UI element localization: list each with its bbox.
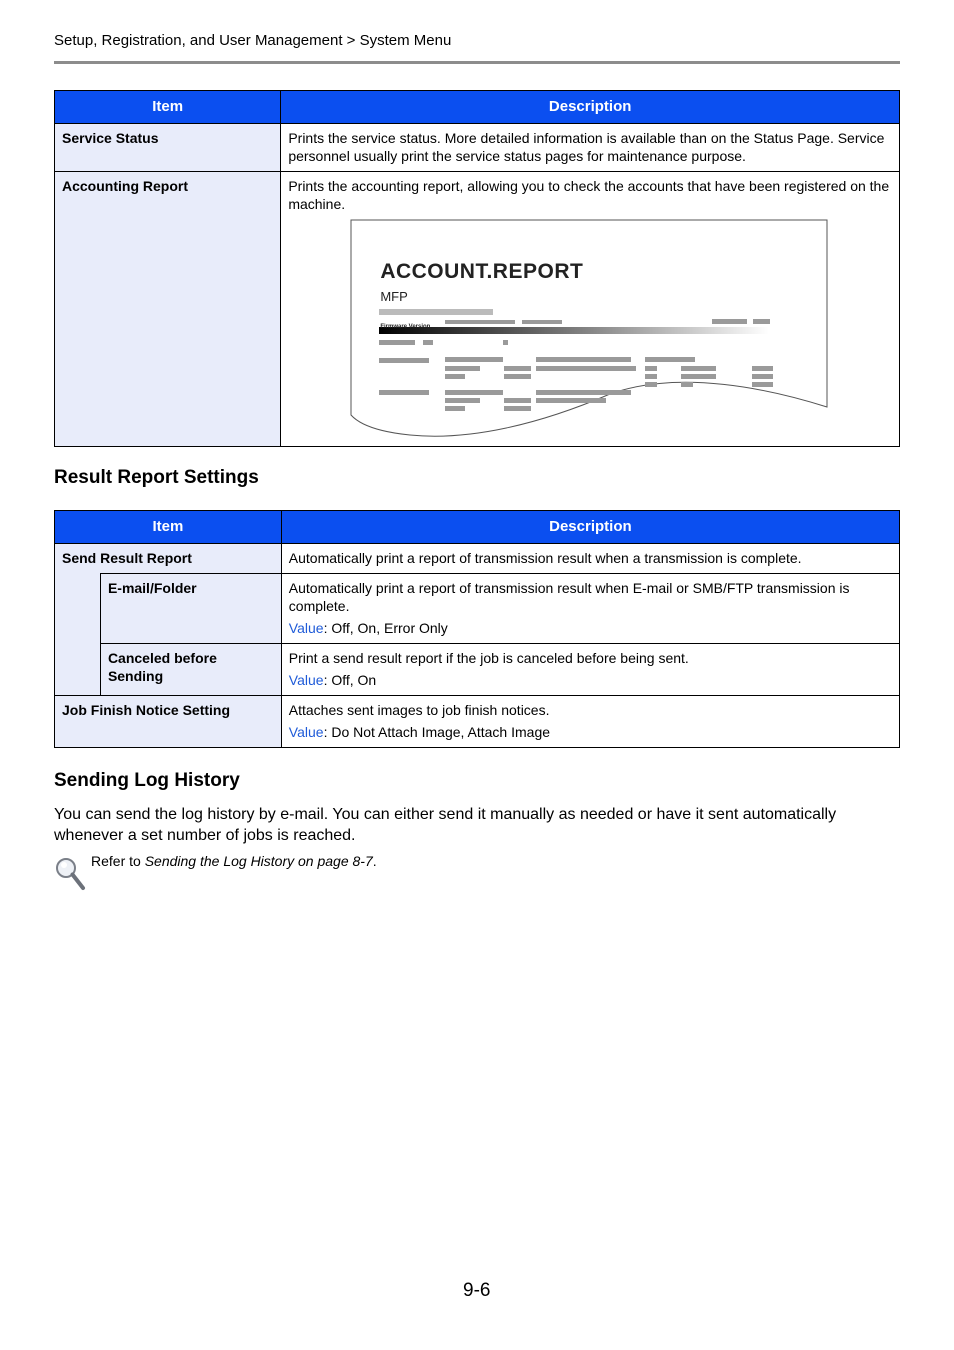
report-title: ACCOUNT.REPORT <box>380 260 584 283</box>
description-cell <box>281 644 899 696</box>
description-text: Print a send result report if the job is canceled before being sent. <box>288 650 689 666</box>
column-header-item: Item <box>55 511 282 544</box>
note-reference-link[interactable]: Sending the Log History on page 8-7 <box>144 853 373 869</box>
log-history-paragraph: You can send the log history by e-mail. You can either send it manually as needed or have it sent automatically whenever a set number of jobs is reached. <box>54 806 837 844</box>
value-options: : Do Not Attach Image, Attach Image <box>323 724 551 740</box>
value-line <box>289 619 892 637</box>
table-row <box>55 696 900 748</box>
item-cell: Job Finish Notice Setting <box>55 696 282 748</box>
indent-cell <box>55 574 101 696</box>
header-breadcrumb: Setup, Registration, and User Management > System Menu <box>54 32 452 49</box>
account-report-illustration <box>350 219 830 439</box>
header-rule <box>54 61 900 64</box>
description-cell: Prints the service status. More detailed information is available than on the Status Page. Service personnel usually print the service status pages for maintenance purpose. <box>281 124 900 172</box>
value-options: : Off, On <box>323 672 377 688</box>
value-line <box>289 671 892 689</box>
value-label: Value <box>288 724 324 740</box>
reference-note <box>91 853 377 869</box>
description-cell <box>281 696 899 748</box>
table-row <box>55 124 900 172</box>
description-cell: Automatically print a report of transmission result when a transmission is complete. <box>281 544 899 574</box>
section-title-log-history: Sending Log History <box>54 770 240 791</box>
table-row <box>55 644 900 696</box>
description-text: Prints the accounting report, allowing you to check the accounts that have been registered on the machine. <box>288 178 890 212</box>
item-cell: Accounting Report <box>55 172 281 447</box>
item-cell: Canceled before Sending <box>100 644 281 696</box>
note-suffix: . <box>372 853 377 869</box>
report-subtitle: MFP <box>380 289 408 304</box>
result-report-table <box>54 510 900 748</box>
system-menu-table <box>54 90 900 447</box>
report-firmware-label: Firmware Version <box>380 324 431 330</box>
column-header-description: Description <box>281 91 900 124</box>
description-text: Automatically print a report of transmission result when E-mail or SMB/FTP transmission is complete. <box>288 580 850 614</box>
item-cell: E-mail/Folder <box>100 574 281 644</box>
description-cell <box>281 574 899 644</box>
section-title-result-report: Result Report Settings <box>54 467 259 488</box>
item-cell: Service Status <box>55 124 281 172</box>
column-header-description: Description <box>281 511 899 544</box>
item-cell: Send Result Report <box>55 544 282 574</box>
value-label: Value <box>288 672 324 688</box>
value-label: Value <box>288 620 324 636</box>
value-line <box>289 723 892 741</box>
table-row <box>55 544 900 574</box>
magnifier-icon <box>54 856 88 892</box>
value-options: : Off, On, Error Only <box>323 620 448 636</box>
table-row <box>55 574 900 644</box>
description-text: Attaches sent images to job finish notices. <box>288 702 550 718</box>
page-number: 9-6 <box>463 1280 491 1301</box>
description-cell <box>281 172 900 447</box>
table-row <box>55 172 900 447</box>
column-header-item: Item <box>55 91 281 124</box>
note-prefix: Refer to <box>91 853 145 869</box>
